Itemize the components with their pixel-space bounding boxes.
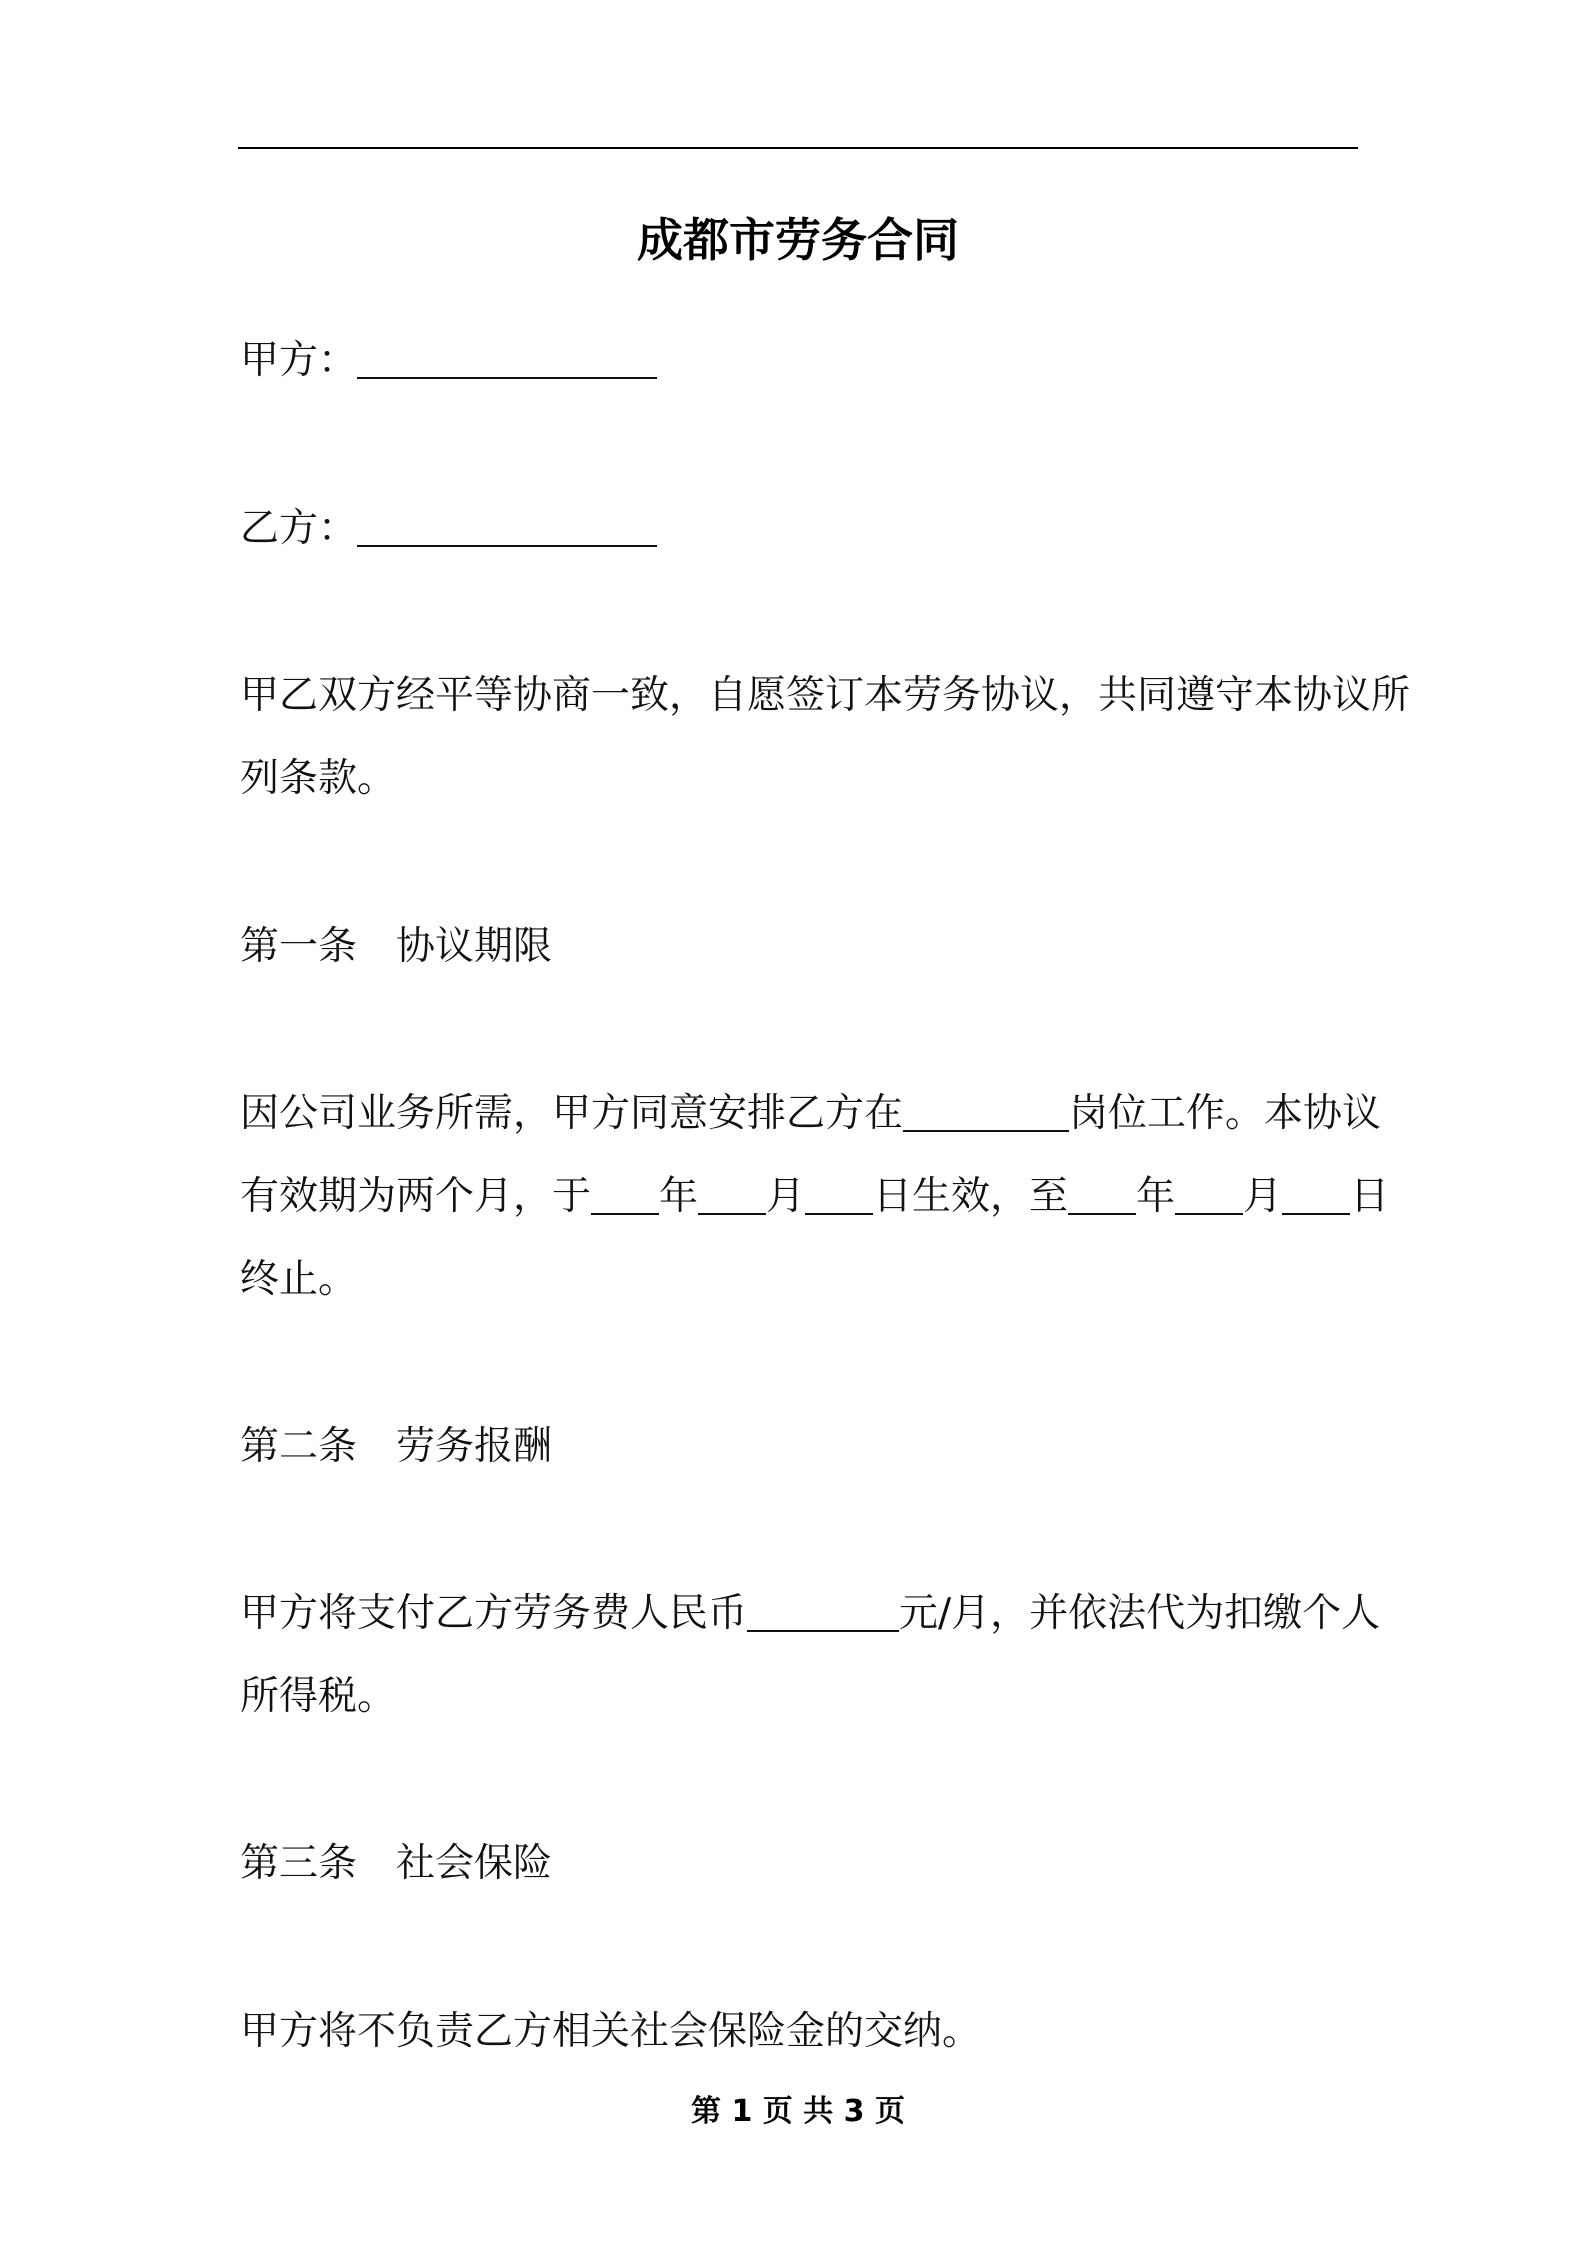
start-month-blank[interactable] xyxy=(698,1173,766,1215)
article-1-heading: 第一条 协议期限 xyxy=(240,924,553,969)
article-2-line-2: 所得税。 xyxy=(240,1674,397,1719)
start-year-blank[interactable] xyxy=(591,1173,659,1215)
article-2-text-b: 元/月，并依法代为扣缴个人 xyxy=(899,1591,1381,1636)
article-1-text-a: 因公司业务所需，甲方同意安排乙方在 xyxy=(240,1091,904,1136)
article-1-text-d: 日生效，至 xyxy=(873,1174,1069,1219)
year-label-1: 年 xyxy=(659,1174,699,1219)
fee-amount-blank[interactable] xyxy=(747,1590,899,1632)
position-blank[interactable] xyxy=(903,1090,1069,1132)
party-b-label: 乙方： xyxy=(240,506,358,551)
header-rule xyxy=(238,147,1358,149)
article-2-heading: 第二条 劳务报酬 xyxy=(240,1424,553,1469)
article-3-heading: 第三条 社会保险 xyxy=(240,1841,553,1886)
article-1-text-b: 岗位工作。本协议 xyxy=(1069,1091,1382,1136)
end-day-blank[interactable] xyxy=(1282,1173,1350,1215)
month-label-1: 月 xyxy=(766,1174,806,1219)
article-1-line-1 xyxy=(240,1085,1382,1143)
end-year-blank[interactable] xyxy=(1068,1173,1136,1215)
party-a-blank[interactable] xyxy=(357,337,657,379)
intro-line-2: 列条款。 xyxy=(240,756,397,801)
article-3-line-1: 甲方将不负责乙方相关社会保险金的交纳。 xyxy=(240,2009,982,2054)
party-a-line xyxy=(240,332,1360,390)
document-title: 成都市劳务合同 xyxy=(637,213,959,267)
article-1-line-2 xyxy=(240,1168,1390,1226)
article-1-line-3: 终止。 xyxy=(240,1257,358,1302)
end-month-blank[interactable] xyxy=(1175,1173,1243,1215)
year-label-2: 年 xyxy=(1136,1174,1176,1219)
day-label-2: 日 xyxy=(1350,1174,1390,1219)
month-label-2: 月 xyxy=(1243,1174,1283,1219)
article-1-text-c: 有效期为两个月，于 xyxy=(240,1174,592,1219)
article-2-text-a: 甲方将支付乙方劳务费人民币 xyxy=(240,1591,748,1636)
party-b-line xyxy=(240,500,1360,558)
intro-line-1: 甲乙双方经平等协商一致，自愿签订本劳务协议，共同遵守本协议所 xyxy=(240,673,1411,718)
party-b-blank[interactable] xyxy=(357,505,657,547)
party-a-label: 甲方： xyxy=(240,338,358,383)
start-day-blank[interactable] xyxy=(805,1173,873,1215)
article-2-line-1 xyxy=(240,1585,1381,1643)
page-indicator: 第 1 页 共 3 页 xyxy=(691,2094,905,2129)
